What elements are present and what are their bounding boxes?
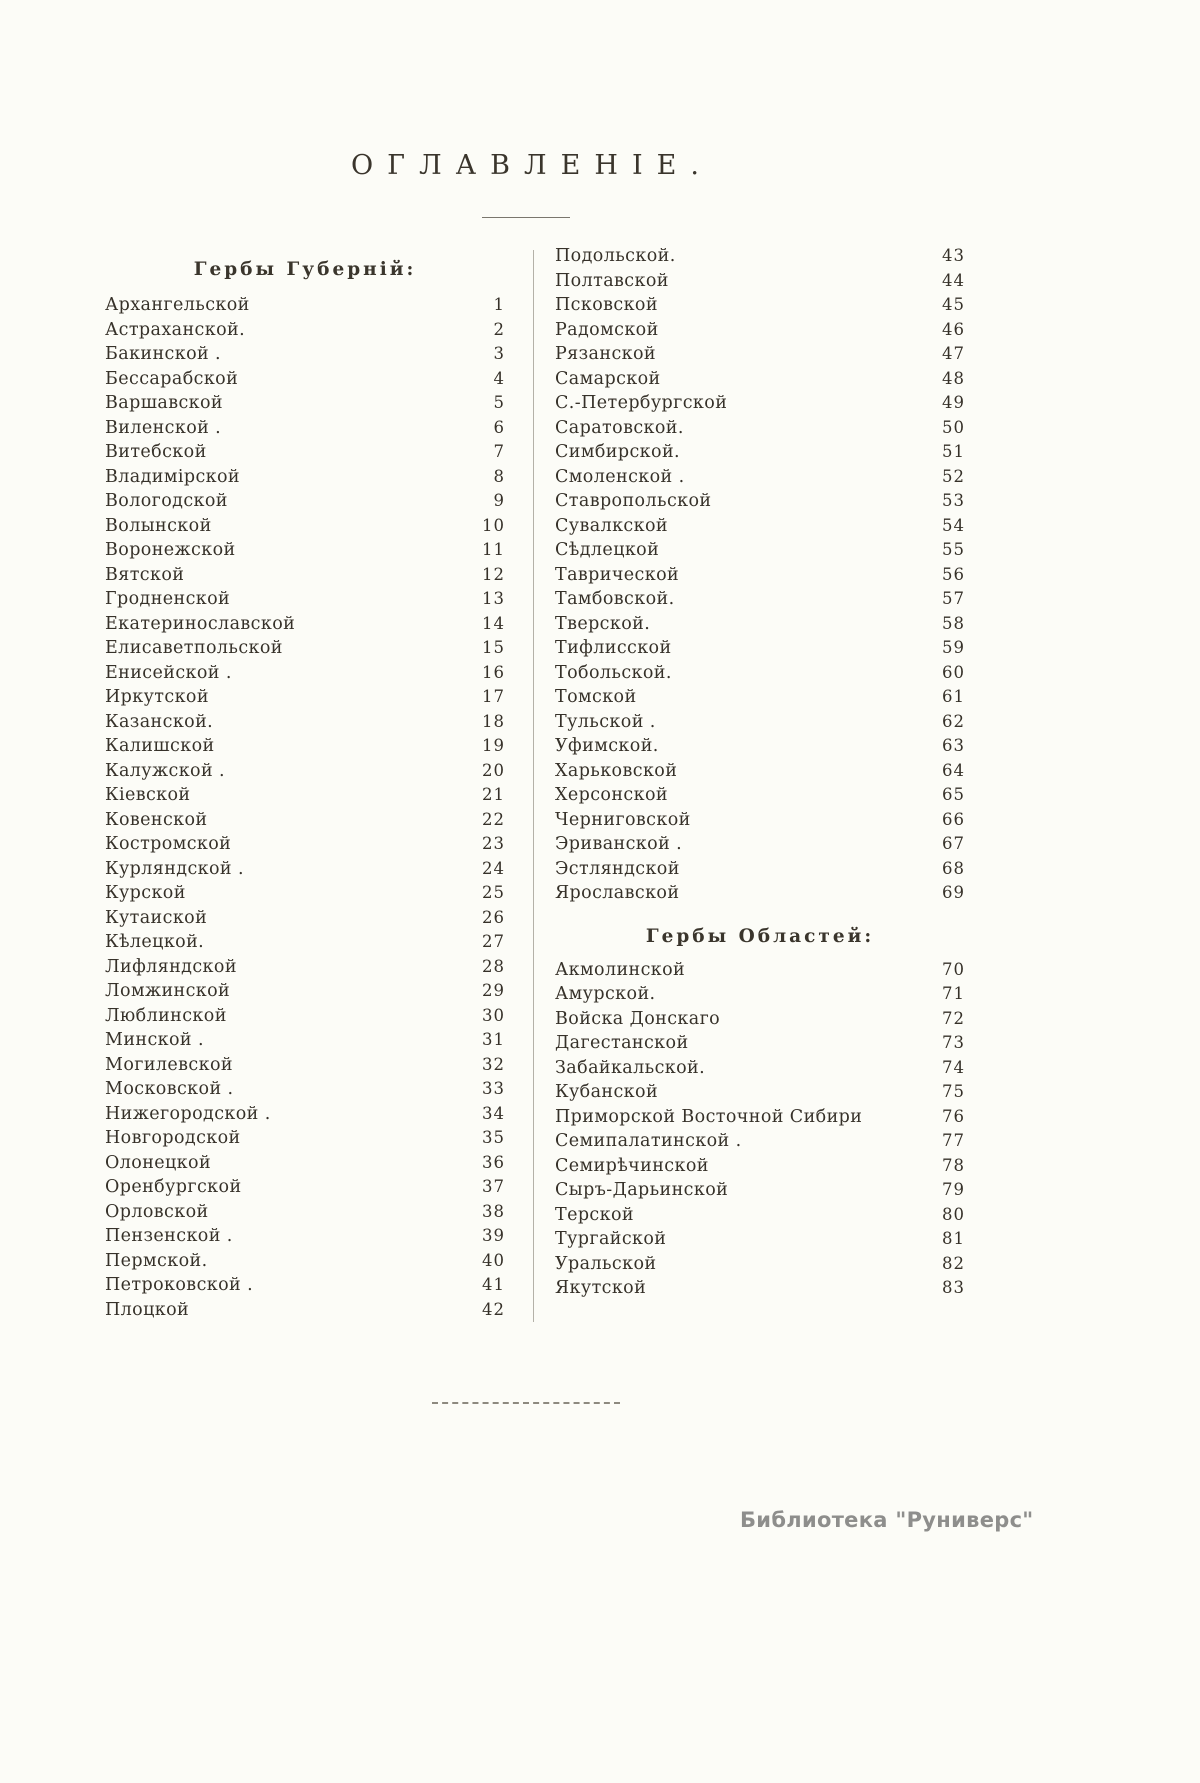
toc-entry [555,710,965,735]
right-column [555,244,965,1301]
toc-entry [555,391,965,416]
entry-page-number: 10 [482,515,505,535]
toc-entry [555,489,965,514]
entry-page-number: 36 [482,1152,505,1172]
entry-title: Эстляндской [555,858,680,879]
entry-page-number: 21 [482,785,505,804]
toc-entry [105,955,505,980]
entry-title: Костромской [105,834,232,854]
entry-page-number: 45 [942,295,965,314]
entry-page-number: 57 [942,589,965,608]
toc-entry [555,318,965,343]
entry-page-number: 37 [482,1177,505,1196]
entry-title: С.-Петербургской [555,393,728,413]
entry-title: Виленской . [105,417,222,438]
entry-title: Воронежской [105,540,236,560]
entry-page-number: 41 [482,1275,505,1294]
entry-title: Архангельской [105,295,250,315]
entry-title: Кубанской [555,1082,659,1102]
toc-entry [105,367,505,392]
entry-page-number: 16 [482,662,505,682]
entry-page-number: 39 [482,1226,505,1245]
toc-entry [555,563,965,588]
entry-page-number: 14 [482,613,505,633]
entry-title: Казанской. [105,711,214,732]
entry-title: Минской . [105,1030,204,1050]
toc-entry [105,342,505,367]
toc-entry [555,636,965,661]
toc-entry [105,1175,505,1200]
toc-entry [105,514,505,539]
entry-title: Иркутской [105,687,209,707]
entry-page-number: 4 [493,368,505,388]
entry-title: Новгородской [105,1128,241,1148]
toc-entry [105,832,505,857]
entry-page-number: 70 [942,959,965,979]
toc-entry [105,587,505,612]
entry-title: Якутской [555,1278,647,1298]
toc-entry [555,1080,965,1105]
toc-entry [555,1178,965,1203]
entry-page-number: 59 [942,638,965,657]
entry-title: Витебской [105,442,207,462]
entry-page-number: 3 [493,344,505,363]
entry-title: Тифлисской [555,638,672,658]
toc-entry [555,612,965,637]
gubernii-list-right [555,244,965,906]
entry-page-number: 78 [942,1155,965,1175]
entry-page-number: 34 [482,1103,505,1123]
entry-page-number: 44 [942,270,965,290]
entry-page-number: 25 [482,883,505,902]
entry-page-number: 42 [482,1299,505,1319]
entry-page-number: 38 [482,1201,505,1221]
entry-title: Херсонской [555,785,668,805]
entry-page-number: 17 [482,687,505,706]
toc-entry [105,1224,505,1249]
entry-title: Ковенской [105,809,208,830]
toc-entry [105,1102,505,1127]
toc-entry [555,958,965,983]
entry-title: Ломжинской [105,981,231,1001]
entry-page-number: 56 [942,564,965,584]
entry-page-number: 31 [482,1030,505,1049]
toc-entry [555,1031,965,1056]
entry-page-number: 79 [942,1180,965,1199]
entry-title: Волынской [105,515,212,536]
toc-entry [105,930,505,955]
entry-title: Курской [105,883,186,903]
entry-title: Московской . [105,1079,234,1099]
toc-entry [555,1154,965,1179]
entry-page-number: 1 [493,295,505,314]
entry-page-number: 28 [482,956,505,976]
entry-title: Рязанской [555,344,656,364]
entry-page-number: 67 [942,834,965,853]
toc-entry [555,293,965,318]
entry-title: Люблинской [105,1005,227,1026]
entry-page-number: 58 [942,613,965,633]
toc-entry [105,1151,505,1176]
entry-page-number: 83 [942,1278,965,1297]
entry-page-number: 7 [493,442,505,461]
entry-page-number: 66 [942,809,965,829]
toc-entry [105,612,505,637]
toc-entry [105,857,505,882]
entry-title: Томской [555,687,637,707]
toc-entry [555,1203,965,1228]
toc-entry [105,906,505,931]
toc-entry [555,1276,965,1301]
entry-page-number: 11 [482,540,505,559]
entry-title: Приморской Восточной Сибири [555,1106,863,1127]
toc-entry [555,1007,965,1032]
entry-page-number: 80 [942,1204,965,1224]
entry-page-number: 33 [482,1079,505,1098]
section-header-oblasti: Гербы Областей: [645,925,875,947]
library-watermark: Библиотека "Руниверс" [740,1508,1034,1532]
toc-entry [105,636,505,661]
title-divider [482,217,570,218]
entry-page-number: 60 [942,662,965,682]
entry-title: Кѣлецкой. [105,932,205,952]
entry-title: Калишской [105,736,215,756]
bottom-divider [432,1402,620,1404]
entry-title: Владимірской [105,466,240,487]
entry-title: Олонецкой [105,1152,212,1173]
entry-page-number: 48 [942,368,965,388]
gubernii-list-left [105,293,505,1322]
left-column [105,255,505,1322]
entry-title: Лифляндской [105,956,237,977]
entry-title: Вологодской [105,491,228,511]
entry-title: Калужской . [105,760,225,781]
entry-title: Войска Донскаго [555,1008,721,1029]
entry-page-number: 13 [482,589,505,608]
entry-title: Черниговской [555,809,691,830]
entry-title: Уфимской. [555,736,659,756]
entry-page-number: 20 [482,760,505,780]
toc-entry [105,465,505,490]
entry-title: Амурской. [555,984,656,1004]
entry-page-number: 76 [942,1106,965,1126]
entry-title: Полтавской [555,270,669,291]
entry-page-number: 50 [942,417,965,437]
entry-title: Варшавской [105,393,223,413]
toc-entry [555,269,965,294]
entry-page-number: 77 [942,1131,965,1150]
entry-title: Таврической [555,564,680,585]
entry-title: Сыръ-Дарьинской [555,1180,729,1200]
entry-title: Тобольской. [555,662,672,683]
entry-page-number: 6 [493,417,505,437]
entry-page-number: 65 [942,785,965,804]
toc-entry [555,587,965,612]
oblasti-list [555,958,965,1301]
entry-page-number: 32 [482,1054,505,1074]
toc-entry [555,808,965,833]
column-divider [533,250,534,1322]
toc-entry [555,685,965,710]
entry-page-number: 63 [942,736,965,755]
entry-title: Терской [555,1204,634,1225]
toc-entry [555,1105,965,1130]
entry-page-number: 2 [493,319,505,339]
entry-page-number: 24 [482,858,505,878]
entry-title: Псковской [555,295,658,315]
entry-page-number: 12 [482,564,505,584]
toc-entry [105,391,505,416]
entry-title: Уральской [555,1253,657,1274]
entry-page-number: 43 [942,246,965,265]
toc-entry [105,1004,505,1029]
entry-page-number: 5 [493,393,505,412]
entry-page-number: 19 [482,736,505,755]
entry-page-number: 35 [482,1128,505,1147]
toc-entry [555,857,965,882]
entry-page-number: 22 [482,809,505,829]
entry-title: Семипалатинской . [555,1131,742,1151]
toc-entry [105,1249,505,1274]
entry-page-number: 15 [482,638,505,657]
entry-title: Кутаиской [105,907,208,928]
entry-title: Астраханской. [105,319,246,340]
toc-entry [105,1298,505,1323]
toc-entry [105,881,505,906]
entry-title: Плоцкой [105,1299,190,1320]
entry-title: Саратовской. [555,417,684,438]
entry-page-number: 74 [942,1057,965,1077]
toc-entry [555,416,965,441]
entry-title: Тульской . [555,711,656,732]
toc-entry [105,416,505,441]
entry-page-number: 72 [942,1008,965,1028]
entry-page-number: 23 [482,834,505,853]
toc-entry [105,1077,505,1102]
entry-title: Тургайской [555,1229,667,1249]
entry-page-number: 49 [942,393,965,412]
entry-page-number: 52 [942,466,965,486]
entry-title: Пензенской . [105,1226,233,1246]
toc-entry [105,1028,505,1053]
entry-page-number: 51 [942,442,965,461]
entry-title: Акмолинской [555,959,686,980]
toc-entry [105,1200,505,1225]
entry-title: Могилевской [105,1054,233,1075]
entry-title: Енисейской . [105,662,232,683]
toc-entry [105,318,505,343]
entry-page-number: 81 [942,1229,965,1248]
toc-entry [555,1129,965,1154]
toc-entry [555,342,965,367]
entry-title: Орловской [105,1201,209,1222]
toc-entry [555,1252,965,1277]
entry-page-number: 69 [942,883,965,902]
entry-page-number: 73 [942,1033,965,1052]
entry-page-number: 54 [942,515,965,535]
entry-title: Эриванской . [555,834,683,854]
toc-entry [555,759,965,784]
entry-title: Кіевской [105,785,191,805]
page-title: ОГЛАВЛЕНІЕ. [351,150,714,181]
entry-page-number: 47 [942,344,965,363]
toc-entry [555,832,965,857]
toc-entry [555,538,965,563]
entry-title: Забайкальской. [555,1057,706,1078]
toc-entry [105,563,505,588]
entry-title: Самарской [555,368,661,389]
toc-entry [105,734,505,759]
toc-entry [105,1126,505,1151]
toc-entry [555,244,965,269]
toc-entry [105,1273,505,1298]
toc-entry [105,979,505,1004]
toc-entry [555,514,965,539]
entry-title: Екатеринославской [105,613,296,634]
entry-page-number: 26 [482,907,505,927]
entry-page-number: 27 [482,932,505,951]
entry-page-number: 75 [942,1082,965,1101]
entry-title: Радомской [555,319,659,340]
entry-title: Сѣдлецкой [555,540,660,560]
entry-title: Курляндской . [105,858,244,879]
section-header-gubernii: Гербы Губерній: [193,259,417,280]
entry-title: Бессарабской [105,368,239,389]
toc-entry [105,1053,505,1078]
entry-title: Тамбовской. [555,589,675,609]
entry-title: Смоленской . [555,466,685,487]
entry-page-number: 46 [942,319,965,339]
entry-title: Петроковской . [105,1275,254,1295]
entry-title: Харьковской [555,760,678,781]
entry-title: Вятской [105,564,185,585]
entry-title: Оренбургской [105,1177,242,1197]
entry-page-number: 55 [942,540,965,559]
entry-page-number: 64 [942,760,965,780]
toc-entry [555,367,965,392]
toc-entry [555,661,965,686]
toc-entry [105,783,505,808]
entry-title: Тверской. [555,613,651,634]
entry-title: Гродненской [105,589,231,609]
toc-entry [555,1227,965,1252]
entry-page-number: 9 [493,491,505,510]
toc-entry [105,293,505,318]
toc-entry [105,538,505,563]
toc-entry [555,1056,965,1081]
toc-entry [105,710,505,735]
entry-title: Дагестанской [555,1033,689,1053]
entry-page-number: 82 [942,1253,965,1273]
entry-title: Семирѣчинской [555,1155,709,1176]
toc-entry [105,759,505,784]
toc-entry [555,783,965,808]
toc-entry [555,465,965,490]
entry-page-number: 29 [482,981,505,1000]
entry-title: Ярославской [555,883,680,903]
entry-page-number: 62 [942,711,965,731]
entry-title: Ставропольской [555,491,712,511]
toc-entry [105,808,505,833]
toc-entry [555,982,965,1007]
entry-title: Подольской. [555,246,676,266]
entry-page-number: 68 [942,858,965,878]
toc-entry [555,440,965,465]
toc-entry [555,881,965,906]
toc-entry [105,440,505,465]
entry-page-number: 18 [482,711,505,731]
entry-page-number: 40 [482,1250,505,1270]
entry-page-number: 71 [942,984,965,1003]
entry-page-number: 30 [482,1005,505,1025]
entry-page-number: 61 [942,687,965,706]
entry-title: Бакинской . [105,344,222,364]
toc-entry [105,489,505,514]
entry-title: Сувалкской [555,515,668,536]
entry-title: Пермской. [105,1250,208,1271]
entry-page-number: 53 [942,491,965,510]
entry-page-number: 8 [493,466,505,486]
toc-entry [555,734,965,759]
entry-title: Симбирской. [555,442,680,462]
entry-title: Елисаветпольской [105,638,283,658]
toc-entry [105,661,505,686]
entry-title: Нижегородской . [105,1103,271,1124]
toc-entry [105,685,505,710]
